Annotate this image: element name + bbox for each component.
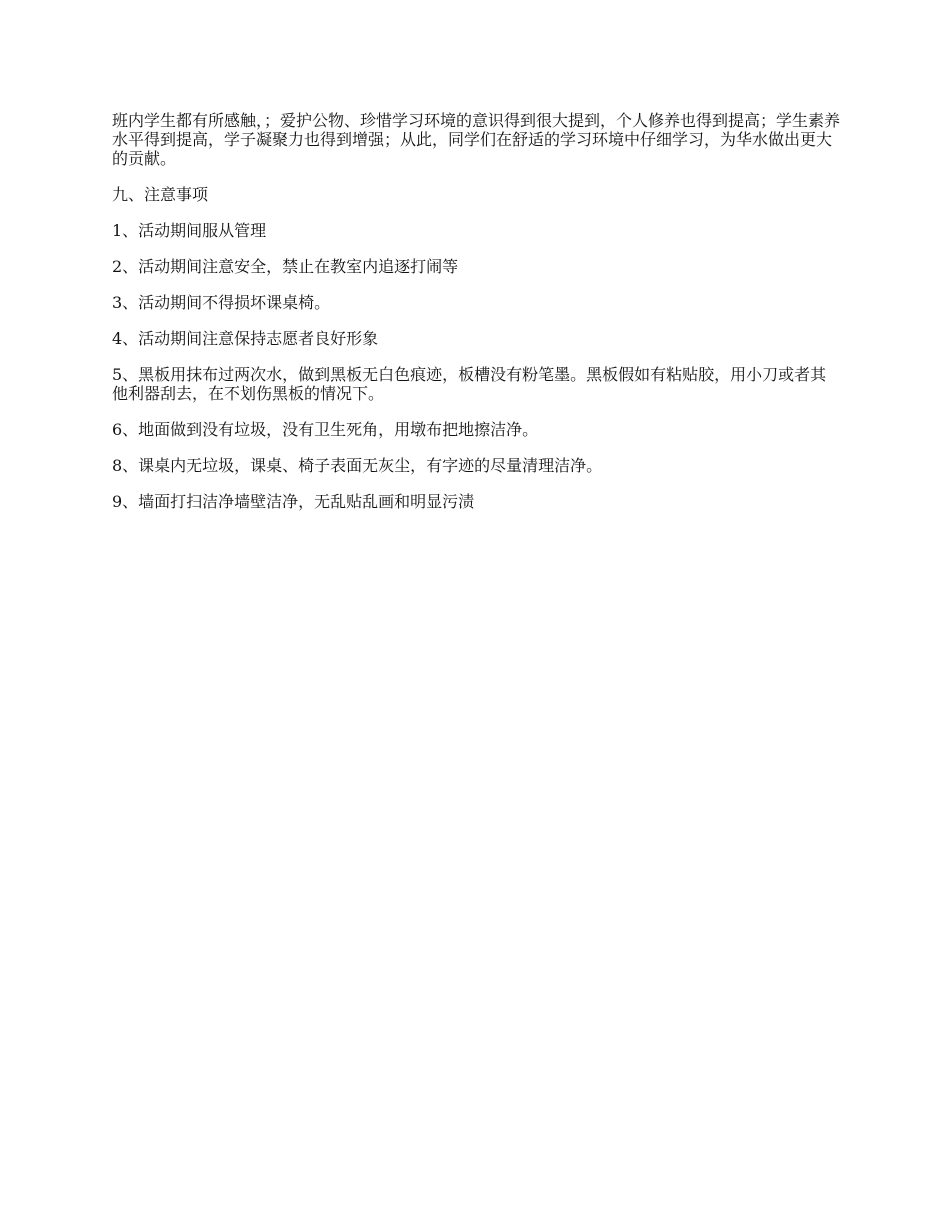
- list-item: 6、地面做到没有垃圾，没有卫生死角，用墩布把地擦洁净。: [112, 420, 539, 439]
- list-item: 5、黑板用抹布过两次水，做到黑板无白色痕迹，板槽没有粉笔墨。黑板假如有粘贴胶，用小刀或者其他利器刮去，在不划伤黑板的情况下。: [112, 365, 827, 403]
- list-item: 8、课桌内无垃圾，课桌、椅子表面无灰尘，有字迹的尽量清理洁净。: [112, 456, 603, 475]
- section-heading-notes: 九、注意事项: [112, 185, 209, 204]
- list-item: 1、活动期间服从管理: [112, 221, 267, 240]
- list-item: 4、活动期间注意保持志愿者良好形象: [112, 329, 379, 348]
- list-item: 3、活动期间不得损坏课桌椅。: [112, 293, 331, 312]
- list-item: 2、活动期间注意安全，禁止在教室内追逐打闹等: [112, 257, 459, 276]
- list-item: 9、墙面打扫洁净墙壁洁净，无乱贴乱画和明显污渍: [112, 492, 475, 511]
- document-body: [112, 111, 840, 528]
- paragraph-summary: 班内学生都有所感触，；爱护公物、珍惜学习环境的意识得到很大提到，个人修养也得到提高；学生素养水平得到提高，学子凝聚力也得到增强；从此，同学们在舒适的学习环境中仔细学习，为华水做出更大的贡献。: [112, 111, 841, 168]
